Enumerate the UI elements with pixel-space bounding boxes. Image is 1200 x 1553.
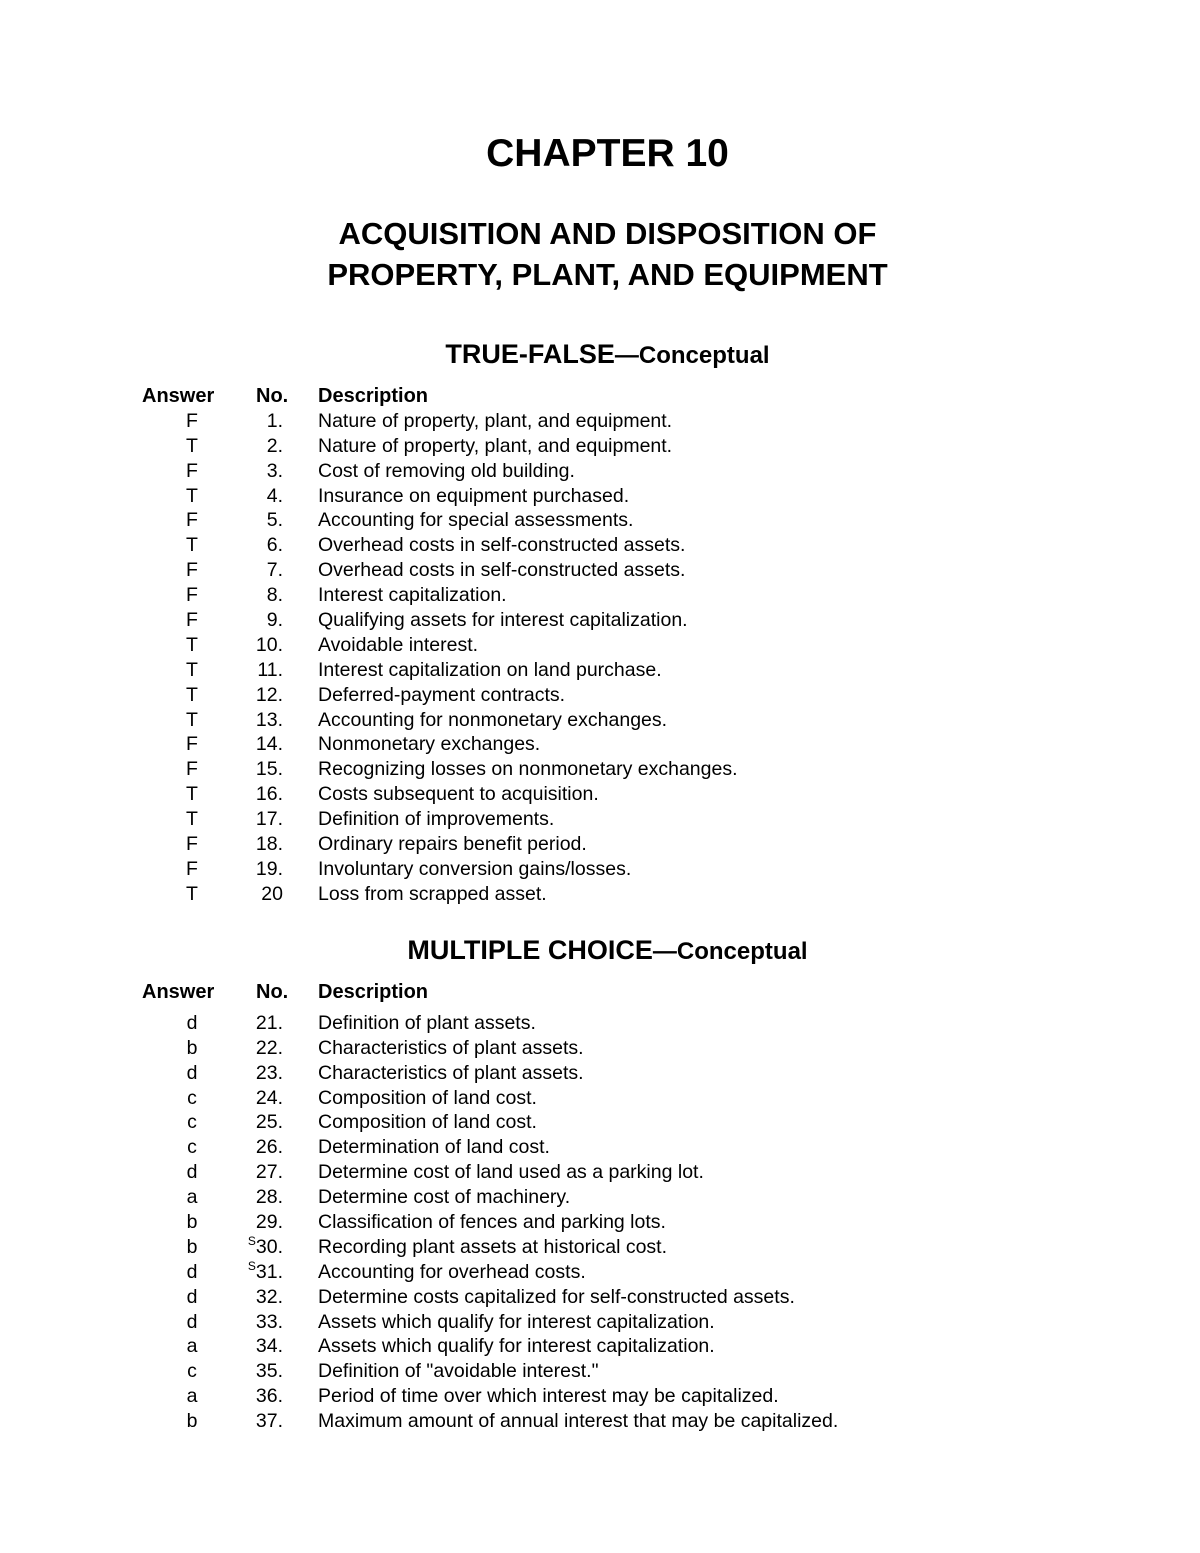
table-row [0, 708, 1200, 733]
number-text: 37. [255, 1410, 283, 1433]
answer-cell: b [186, 1036, 198, 1059]
number-text: 7. [266, 559, 283, 582]
table-row [0, 1160, 1200, 1185]
description-cell: Determine cost of land used as a parking lot. [318, 1161, 704, 1184]
answer-cell: d [186, 1161, 198, 1184]
number-header: No. [256, 981, 289, 1003]
description-cell: Nature of property, plant, and equipment. [318, 409, 673, 432]
table-row [0, 882, 1200, 907]
description-cell: Recording plant assets at historical cost. [318, 1235, 668, 1258]
description-cell: Nature of property, plant, and equipment. [318, 434, 673, 457]
table-row [0, 608, 1200, 633]
table-row [0, 1260, 1200, 1285]
table-row [0, 533, 1200, 558]
number-cell [256, 633, 283, 658]
answer-cell: d [186, 1310, 198, 1333]
table-row [0, 807, 1200, 832]
multiple-choice-section-title [0, 933, 1200, 969]
description-cell: Costs subsequent to acquisition. [318, 783, 599, 806]
answer-cell: b [186, 1211, 198, 1234]
number-text: 17. [255, 808, 283, 831]
answer-cell: d [186, 1260, 198, 1283]
answer-cell: T [186, 484, 198, 507]
table-row [0, 1310, 1200, 1335]
description-cell: Accounting for nonmonetary exchanges. [318, 708, 668, 731]
description-cell: Overhead costs in self-constructed assets. [318, 559, 686, 582]
true-false-title-main: TRUE-FALSE [445, 339, 615, 369]
answer-cell: T [186, 683, 198, 706]
number-cell [256, 1359, 283, 1384]
true-false-title-sub: —Conceptual [614, 342, 770, 369]
number-cell [248, 1260, 283, 1285]
number-text: 23. [255, 1061, 283, 1084]
table-row [0, 757, 1200, 782]
number-text: 20 [261, 882, 283, 905]
table-row [0, 1409, 1200, 1434]
number-text: 31. [255, 1260, 283, 1283]
number-text: 10. [255, 633, 283, 656]
number-text: 21. [255, 1011, 283, 1034]
number-text: 29. [255, 1211, 283, 1234]
table-row [0, 459, 1200, 484]
number-cell [256, 1011, 283, 1036]
number-text: 25. [255, 1111, 283, 1134]
number-cell [256, 857, 283, 882]
number-cell [256, 832, 283, 857]
true-false-section-title [0, 337, 1200, 373]
number-text: 33. [255, 1310, 283, 1333]
description-cell: Accounting for special assessments. [318, 509, 634, 532]
answer-cell: F [186, 758, 198, 781]
number-cell [267, 583, 283, 608]
number-cell [256, 708, 283, 733]
answer-cell: T [186, 534, 198, 557]
number-text: 13. [255, 708, 283, 731]
description-cell: Avoidable interest. [318, 633, 479, 656]
number-text: 4. [266, 484, 283, 507]
description-cell: Determine cost of machinery. [318, 1186, 571, 1209]
answer-cell: d [186, 1011, 198, 1034]
answer-cell: T [186, 658, 198, 681]
table-row [0, 484, 1200, 509]
number-text: 9. [266, 609, 283, 632]
description-cell: Interest capitalization on land purchase. [318, 658, 662, 681]
table-row [0, 1334, 1200, 1359]
description-cell: Characteristics of plant assets. [318, 1061, 584, 1084]
table-row [0, 1036, 1200, 1061]
multiple-choice-title-sub: —Conceptual [652, 938, 808, 965]
description-cell: Determination of land cost. [318, 1136, 550, 1159]
description-cell: Loss from scrapped asset. [318, 882, 547, 905]
number-text: 3. [266, 459, 283, 482]
description-cell: Period of time over which interest may be capitalized. [318, 1385, 779, 1408]
answer-cell: a [186, 1186, 198, 1209]
number-text: 2. [266, 434, 283, 457]
description-cell: Maximum amount of annual interest that may be capitalized. [318, 1410, 839, 1433]
number-cell [256, 1086, 283, 1111]
table-row [0, 658, 1200, 683]
number-cell [256, 1409, 283, 1434]
table-row [0, 782, 1200, 807]
number-text: 27. [255, 1161, 283, 1184]
source-marker: S [247, 1258, 256, 1273]
answer-cell: b [186, 1410, 198, 1433]
number-cell [256, 1185, 283, 1210]
table-row [0, 1285, 1200, 1310]
description-cell: Composition of land cost. [318, 1086, 537, 1109]
number-cell [256, 782, 283, 807]
table-row [0, 1086, 1200, 1111]
description-header: Description [318, 981, 429, 1003]
number-cell [267, 484, 283, 509]
answer-cell: T [186, 882, 198, 905]
description-cell: Definition of "avoidable interest." [318, 1360, 599, 1383]
description-cell: Nonmonetary exchanges. [318, 733, 541, 756]
number-cell [267, 459, 283, 484]
answer-cell: d [186, 1285, 198, 1308]
answer-cell: a [186, 1385, 198, 1408]
table-row [0, 732, 1200, 757]
number-text: 34. [255, 1335, 283, 1358]
table-row [0, 683, 1200, 708]
number-text: 16. [255, 783, 283, 806]
description-cell: Qualifying assets for interest capitalization. [318, 609, 688, 632]
table-row [0, 583, 1200, 608]
number-cell [256, 1061, 283, 1086]
answer-cell: F [186, 509, 198, 532]
number-cell [257, 658, 283, 683]
number-cell [256, 1334, 283, 1359]
number-cell [267, 608, 283, 633]
answer-cell: T [186, 808, 198, 831]
table-row [0, 1185, 1200, 1210]
number-text: 30. [255, 1235, 283, 1258]
answer-cell: F [186, 733, 198, 756]
table-row [0, 1359, 1200, 1384]
number-cell [248, 1235, 283, 1260]
answer-header: Answer [142, 981, 215, 1003]
answer-cell: c [187, 1111, 197, 1134]
number-cell [256, 1110, 283, 1135]
number-cell [267, 533, 283, 558]
number-text: 14. [255, 733, 283, 756]
number-cell [256, 732, 283, 757]
multiple-choice-table [0, 980, 1200, 1434]
true-false-table [0, 384, 1200, 907]
number-text: 26. [255, 1136, 283, 1159]
chapter-heading: CHAPTER 10 [486, 132, 729, 175]
number-text: 6. [266, 534, 283, 557]
number-text: 8. [266, 584, 283, 607]
number-text: 5. [266, 509, 283, 532]
description-cell: Classification of fences and parking lots. [318, 1211, 666, 1234]
number-text: 18. [255, 833, 283, 856]
answer-cell: F [186, 559, 198, 582]
description-cell: Composition of land cost. [318, 1111, 537, 1134]
answer-cell: a [186, 1335, 198, 1358]
number-cell [256, 1384, 283, 1409]
description-cell: Determine costs capitalized for self-constructed assets. [318, 1285, 795, 1308]
table-row [0, 857, 1200, 882]
number-text: 24. [255, 1086, 283, 1109]
multiple-choice-title-main: MULTIPLE CHOICE [407, 935, 653, 965]
number-cell [256, 683, 283, 708]
table-row [0, 633, 1200, 658]
description-cell: Involuntary conversion gains/losses. [318, 857, 632, 880]
number-cell [256, 1210, 283, 1235]
description-cell: Definition of improvements. [318, 808, 555, 831]
table-row [0, 1235, 1200, 1260]
table-row [0, 558, 1200, 583]
answer-cell: c [187, 1136, 197, 1159]
answer-cell: T [186, 434, 198, 457]
table-row [0, 434, 1200, 459]
answer-header: Answer [142, 385, 215, 407]
number-cell [267, 434, 283, 459]
number-cell [256, 1036, 283, 1061]
description-cell: Cost of removing old building. [318, 459, 575, 482]
description-cell: Insurance on equipment purchased. [318, 484, 630, 507]
number-text: 28. [255, 1186, 283, 1209]
answer-cell: T [186, 783, 198, 806]
table-row [0, 1210, 1200, 1235]
number-text: 32. [255, 1285, 283, 1308]
answer-cell: F [186, 459, 198, 482]
description-cell: Overhead costs in self-constructed assets. [318, 534, 686, 557]
description-header: Description [318, 385, 429, 407]
number-text: 22. [255, 1036, 283, 1059]
number-cell [256, 1285, 283, 1310]
table-row [0, 832, 1200, 857]
number-cell [267, 508, 283, 533]
number-text: 35. [255, 1360, 283, 1383]
number-cell [256, 1160, 283, 1185]
answer-cell: T [186, 708, 198, 731]
number-cell [267, 558, 283, 583]
source-marker: S [247, 1233, 256, 1248]
number-text: 11. [257, 658, 283, 681]
description-cell: Assets which qualify for interest capitalization. [318, 1310, 715, 1333]
answer-cell: F [186, 857, 198, 880]
description-cell: Ordinary repairs benefit period. [318, 833, 587, 856]
description-cell: Recognizing losses on nonmonetary exchanges. [318, 758, 738, 781]
chapter-title-line-1: ACQUISITION AND DISPOSITION OF [338, 216, 877, 251]
number-cell [267, 409, 283, 434]
number-text: 36. [255, 1385, 283, 1408]
answer-cell: b [186, 1235, 198, 1258]
number-cell [256, 807, 283, 832]
number-header: No. [256, 385, 289, 407]
description-cell: Assets which qualify for interest capitalization. [318, 1335, 715, 1358]
description-cell: Definition of plant assets. [318, 1011, 536, 1034]
number-cell [256, 757, 283, 782]
answer-cell: F [186, 609, 198, 632]
description-cell: Deferred-payment contracts. [318, 683, 566, 706]
table-row [0, 1110, 1200, 1135]
number-cell [261, 882, 283, 907]
table-row [0, 508, 1200, 533]
description-cell: Interest capitalization. [318, 584, 507, 607]
chapter-title-line-2: PROPERTY, PLANT, AND EQUIPMENT [327, 257, 888, 292]
answer-cell: F [186, 833, 198, 856]
number-text: 19. [255, 857, 283, 880]
number-cell [256, 1135, 283, 1160]
multiple-choice-header-row [0, 980, 1200, 1005]
table-row [0, 1135, 1200, 1160]
number-text: 1. [266, 409, 283, 432]
table-row [0, 1061, 1200, 1086]
answer-cell: F [186, 409, 198, 432]
table-row [0, 1011, 1200, 1036]
description-cell: Accounting for overhead costs. [318, 1260, 586, 1283]
number-cell [256, 1310, 283, 1335]
answer-cell: c [187, 1360, 197, 1383]
answer-cell: T [186, 633, 198, 656]
answer-cell: F [186, 584, 198, 607]
table-row [0, 1384, 1200, 1409]
description-cell: Characteristics of plant assets. [318, 1036, 584, 1059]
table-row [0, 409, 1200, 434]
answer-cell: d [186, 1061, 198, 1084]
number-text: 12. [255, 683, 283, 706]
number-text: 15. [255, 758, 283, 781]
answer-cell: c [187, 1086, 197, 1109]
true-false-header-row [0, 384, 1200, 409]
